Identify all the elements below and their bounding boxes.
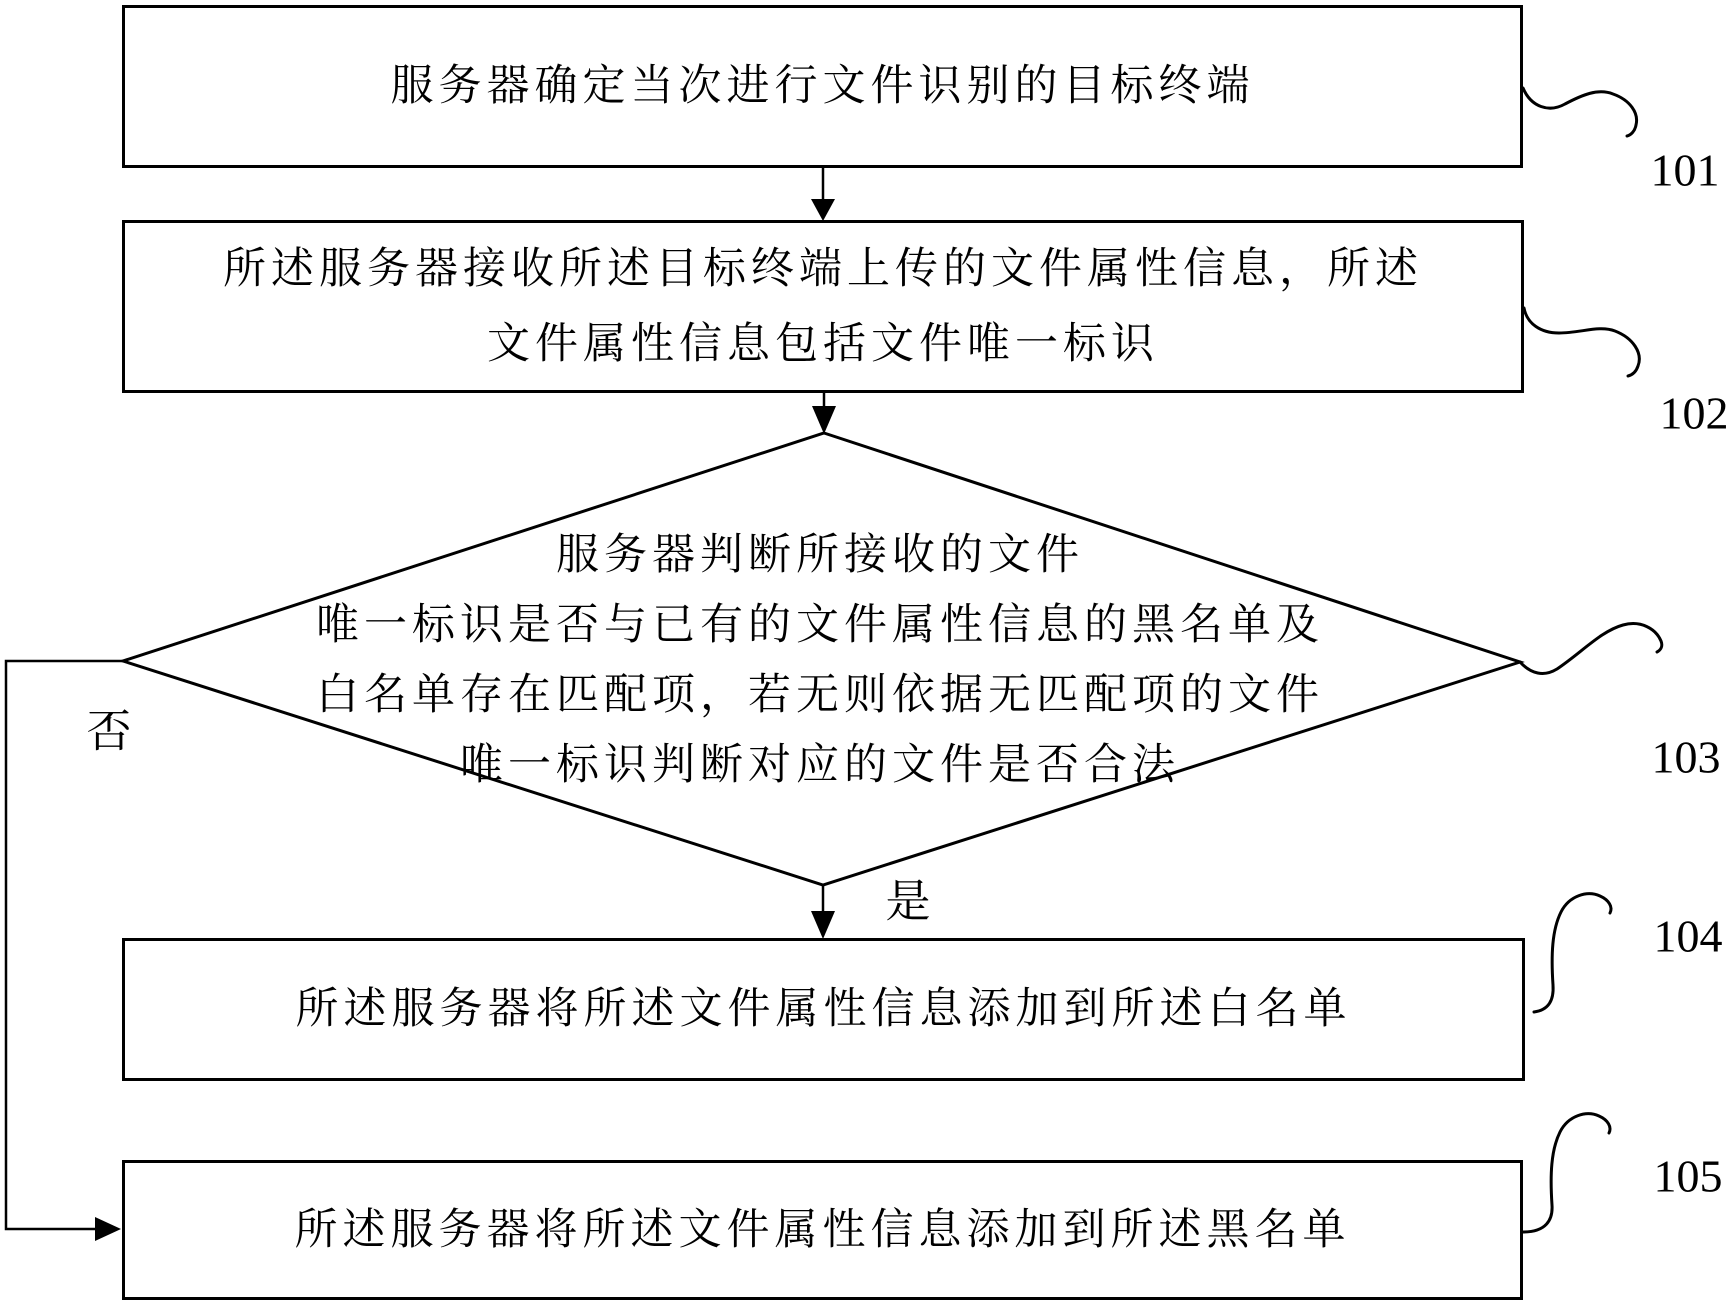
process-box-104-text: 所述服务器将所述文件属性信息添加到所述白名单	[295, 984, 1352, 1034]
decision-103-text-line2: 唯一标识是否与已有的文件属性信息的黑名单及	[316, 600, 1324, 650]
step-ref-101: 101	[1650, 144, 1720, 196]
process-box-101-text: 服务器确定当次进行文件识别的目标终端	[390, 61, 1255, 111]
step-ref-105: 105	[1653, 1150, 1723, 1202]
squiggle-connector-102	[1524, 308, 1639, 376]
squiggle-connector-104	[1534, 894, 1611, 1012]
branch-label-yes: 是	[885, 874, 931, 928]
squiggle-connector-105	[1523, 1114, 1610, 1232]
process-box-102	[122, 220, 1524, 393]
process-box-104	[122, 938, 1525, 1081]
decision-103-text-line4: 唯一标识判断对应的文件是否合法	[460, 740, 1180, 790]
process-box-102-text-line1: 所述服务器接收所述目标终端上传的文件属性信息，所述	[223, 243, 1423, 294]
decision-103-text	[200, 455, 1440, 865]
step-ref-102: 102	[1659, 387, 1729, 439]
flow-arrow-102-103	[812, 393, 836, 434]
decision-103-text-line1: 服务器判断所接收的文件	[556, 530, 1084, 580]
step-ref-104: 104	[1653, 910, 1723, 962]
flow-arrow-101-102	[811, 168, 835, 221]
squiggle-connector-101	[1523, 88, 1637, 136]
branch-label-no: 否	[86, 704, 132, 758]
process-box-105	[122, 1160, 1523, 1300]
decision-103-text-line3: 白名单存在匹配项，若无则依据无匹配项的文件	[316, 670, 1324, 720]
squiggle-connector-103	[1520, 624, 1662, 674]
process-box-102-text-line2: 文件属性信息包括文件唯一标识	[487, 318, 1159, 369]
process-box-105-text: 所述服务器将所述文件属性信息添加到所述黑名单	[294, 1204, 1351, 1255]
process-box-101	[122, 5, 1523, 168]
step-ref-103: 103	[1651, 731, 1721, 783]
flow-arrow-103-104-yes	[811, 885, 835, 939]
